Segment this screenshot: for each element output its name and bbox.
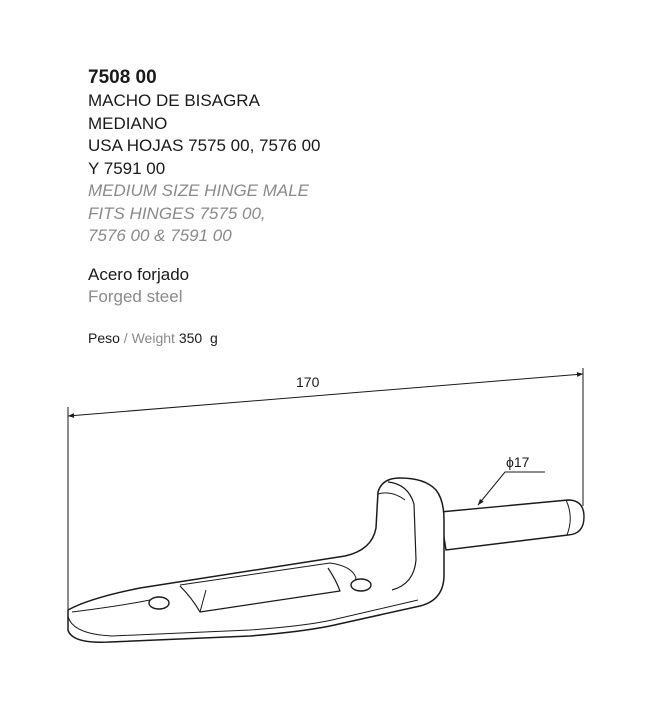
weight-value: 350 g: [178, 330, 218, 346]
diameter-dimension: [478, 454, 545, 505]
weight-label-es: Peso: [88, 330, 120, 346]
mounting-hole-left: [149, 597, 169, 609]
product-code: 7508 00: [88, 67, 157, 88]
dimension-line: [68, 374, 583, 416]
diameter-leader: [478, 472, 545, 505]
diameter-label: ϕ17: [506, 454, 530, 470]
length-label: 170: [296, 374, 320, 390]
spanish-line: USA HOJAS 7575 00, 7576 00: [88, 136, 321, 155]
material-spanish: Acero forjado: [88, 265, 190, 284]
pin-cylinder: [440, 500, 584, 550]
english-line: FITS HINGES 7575 00,: [88, 203, 266, 223]
spanish-line: MACHO DE BISAGRA: [88, 91, 260, 110]
material-english: Forged steel: [88, 287, 183, 306]
english-line: MEDIUM SIZE HINGE MALE: [88, 181, 310, 200]
hinge-body: [68, 478, 444, 642]
weight-label-en: Weight: [131, 330, 175, 346]
spanish-line: Y 7591 00: [88, 158, 166, 178]
spanish-line: MEDIANO: [88, 113, 168, 133]
weight-separator: /: [119, 330, 132, 346]
mounting-hole-right: [351, 579, 371, 591]
english-line: 7576 00 & 7591 00: [88, 226, 232, 245]
